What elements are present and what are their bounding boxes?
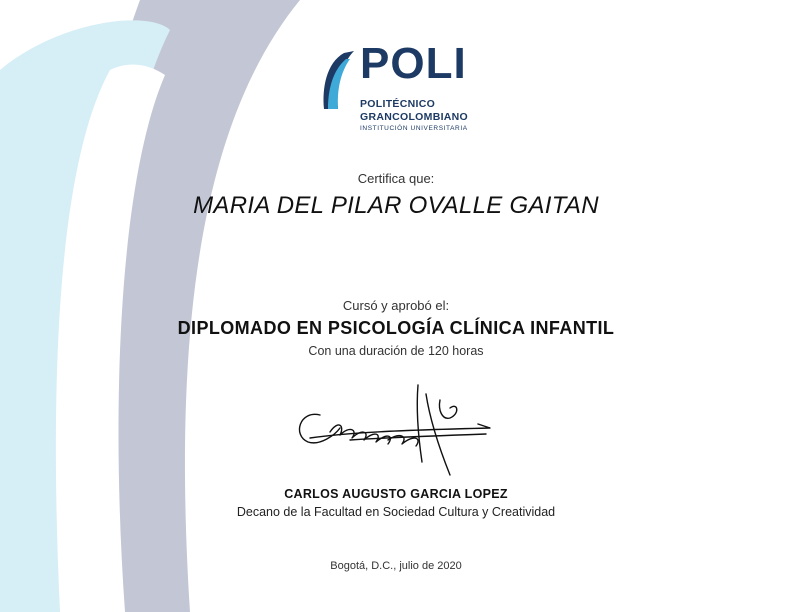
recipient-name: MARIA DEL PILAR OVALLE GAITAN	[193, 192, 599, 219]
poli-logo	[320, 39, 480, 135]
handwritten-signature	[290, 380, 500, 480]
signatory-name: CARLOS AUGUSTO GARCIA LOPEZ	[284, 487, 508, 501]
signatory-title: Decano de la Facultad en Sociedad Cultura y Creatividad	[236, 505, 556, 519]
logo-line-2: GRANCOLOMBIANO	[360, 111, 469, 123]
poli-emblem-icon	[320, 49, 358, 111]
program-duration: Con una duración de 120 horas	[308, 344, 484, 358]
course-intro: Cursó y aprobó el:	[342, 298, 450, 313]
logo-line-3: INSTITUCIÓN UNIVERSITARIA	[360, 125, 468, 132]
certifies-intro: Certifica que:	[357, 171, 435, 186]
logo-wordmark: POLI	[360, 39, 467, 88]
logo-line-1: POLITÉCNICO	[360, 98, 436, 110]
place-and-date: Bogotá, D.C., julio de 2020	[330, 560, 462, 572]
program-title: DIPLOMADO EN PSICOLOGÍA CLÍNICA INFANTIL	[177, 318, 615, 338]
